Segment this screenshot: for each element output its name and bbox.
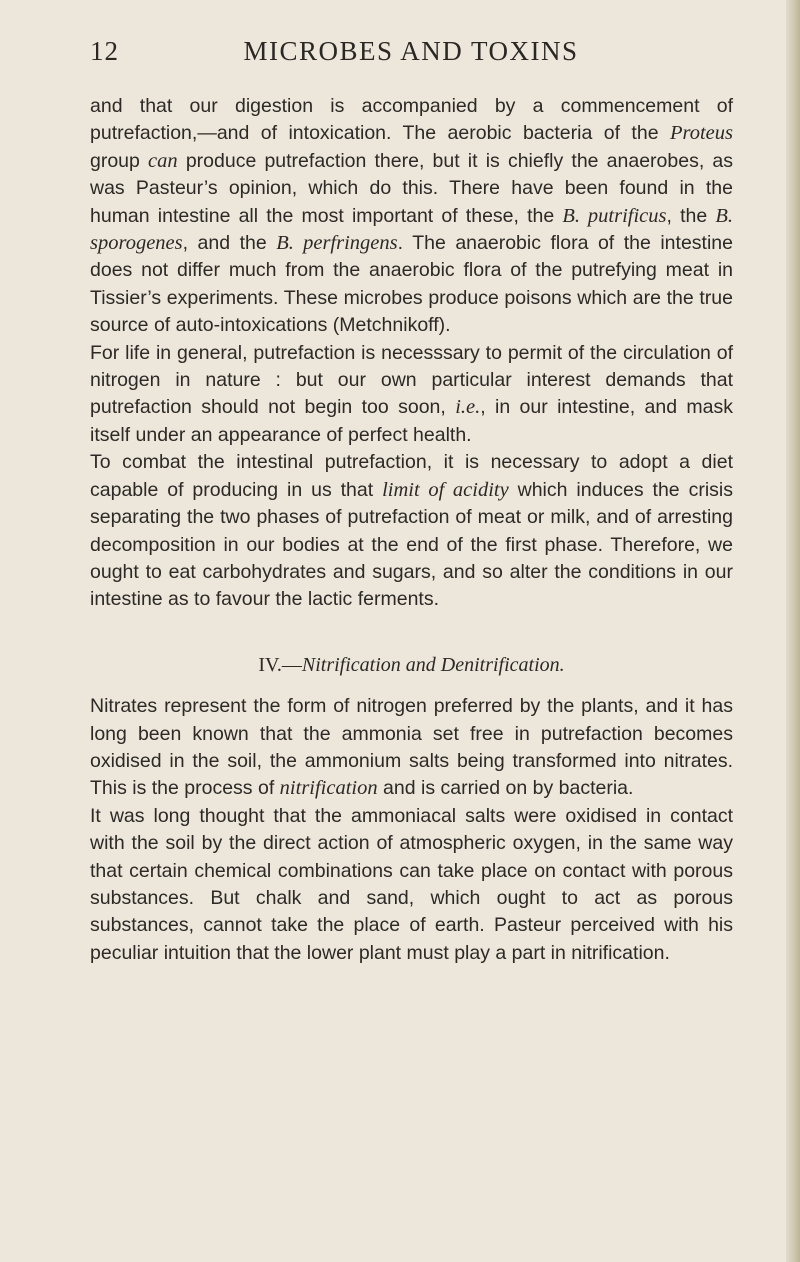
paragraph-1-italic-5: B. perfringens [276,232,398,255]
paragraph-2 [90,340,733,450]
paragraph-4-text-1: Nitrates represent the form of nitrogen preferred by the plants, and it has long been known that the ammonia set free in putrefaction becomes oxidised in the soil, the ammonium salts being transformed into nitrates. This is the process of [90,695,733,800]
body-text [90,93,733,967]
page-number: 12 [90,36,119,66]
paragraph-4-text-2: and is carried on by bacteria. [377,777,634,800]
running-head: MICROBES AND TOXINS [243,36,579,66]
paragraph-3-italic-1: limit of acidity [382,478,509,501]
page-header [90,36,732,76]
section-number: IV.— [258,653,302,676]
paragraph-1-italic-3: B. putrificus [562,204,667,227]
paragraph-1-italic-4: B. sporogenes [90,204,733,255]
paragraph-2-text-2: , in our intestine, and mask itself under an appearance of perfect health. [90,396,734,446]
paragraph-1 [90,93,733,340]
section-title: Nitrification and Denitrification. [301,653,565,676]
paragraph-3-text-1: To combat the intestinal putrefaction, it is necessary to adopt a diet capable of producing in us that [90,451,733,501]
paragraph-4-italic-1: nitrification [279,777,378,800]
paragraph-1-text-6: . The anaerobic flora of the intestine does not differ much from the anaerobic flora of the putrefying meat in Tissier’s experiments. These microbes produce poisons which are the true source of auto-intoxications (Metchnikoff). [90,232,733,337]
paragraph-1-italic-2: can [148,149,178,172]
paragraph-1-text-2: group [90,149,149,172]
page-edge-shadow [786,0,800,1262]
paragraph-2-italic-1: i.e. [455,396,481,419]
paragraph-5-text-1: It was long thought that the ammoniacal salts were oxidised in contact with the soil by the direct action of atmospheric oxygen, in the same way that certain chemical combinations can take place on contact with porous substances. But chalk and sand, which ought to act as porous substances, cannot take the place of earth. Pasteur perceived with his peculiar intuition that the lower plant must play a part in nitrification. [90,804,733,964]
paragraph-2-text-1: For life in general, putrefaction is necesssary to permit of the circulation of nitrogen in nature : but our own particular interest demands that putrefaction should not begin too soon, [90,341,733,419]
paragraph-1-text-3: produce putrefaction there, but it is chiefly the anaerobes, as was Pasteur’s opinion, which do this. There have been found in the human intestine all the most important of these, the [90,149,733,227]
paragraph-1-text-4: , the [666,204,716,227]
paragraph-5 [90,803,733,967]
paragraph-4 [90,693,733,803]
section-heading [90,652,733,679]
paragraph-1-text-5: , and the [182,232,277,255]
paragraph-1-text-1: and that our digestion is accompanied by a commencement of putrefaction,—and of intoxication. The aerobic bacteria of the [90,95,733,145]
paragraph-1-italic-1: Proteus [669,122,733,145]
paragraph-3 [90,449,733,613]
paragraph-3-text-2: which induces the crisis separating the two phases of putrefaction of meat or milk, and of arresting decomposition in our bodies at the end of the first phase. Therefore, we ought to eat carbohydrates and sugars, and so alter the conditions in our intestine as to favour the lactic ferments. [90,478,733,611]
